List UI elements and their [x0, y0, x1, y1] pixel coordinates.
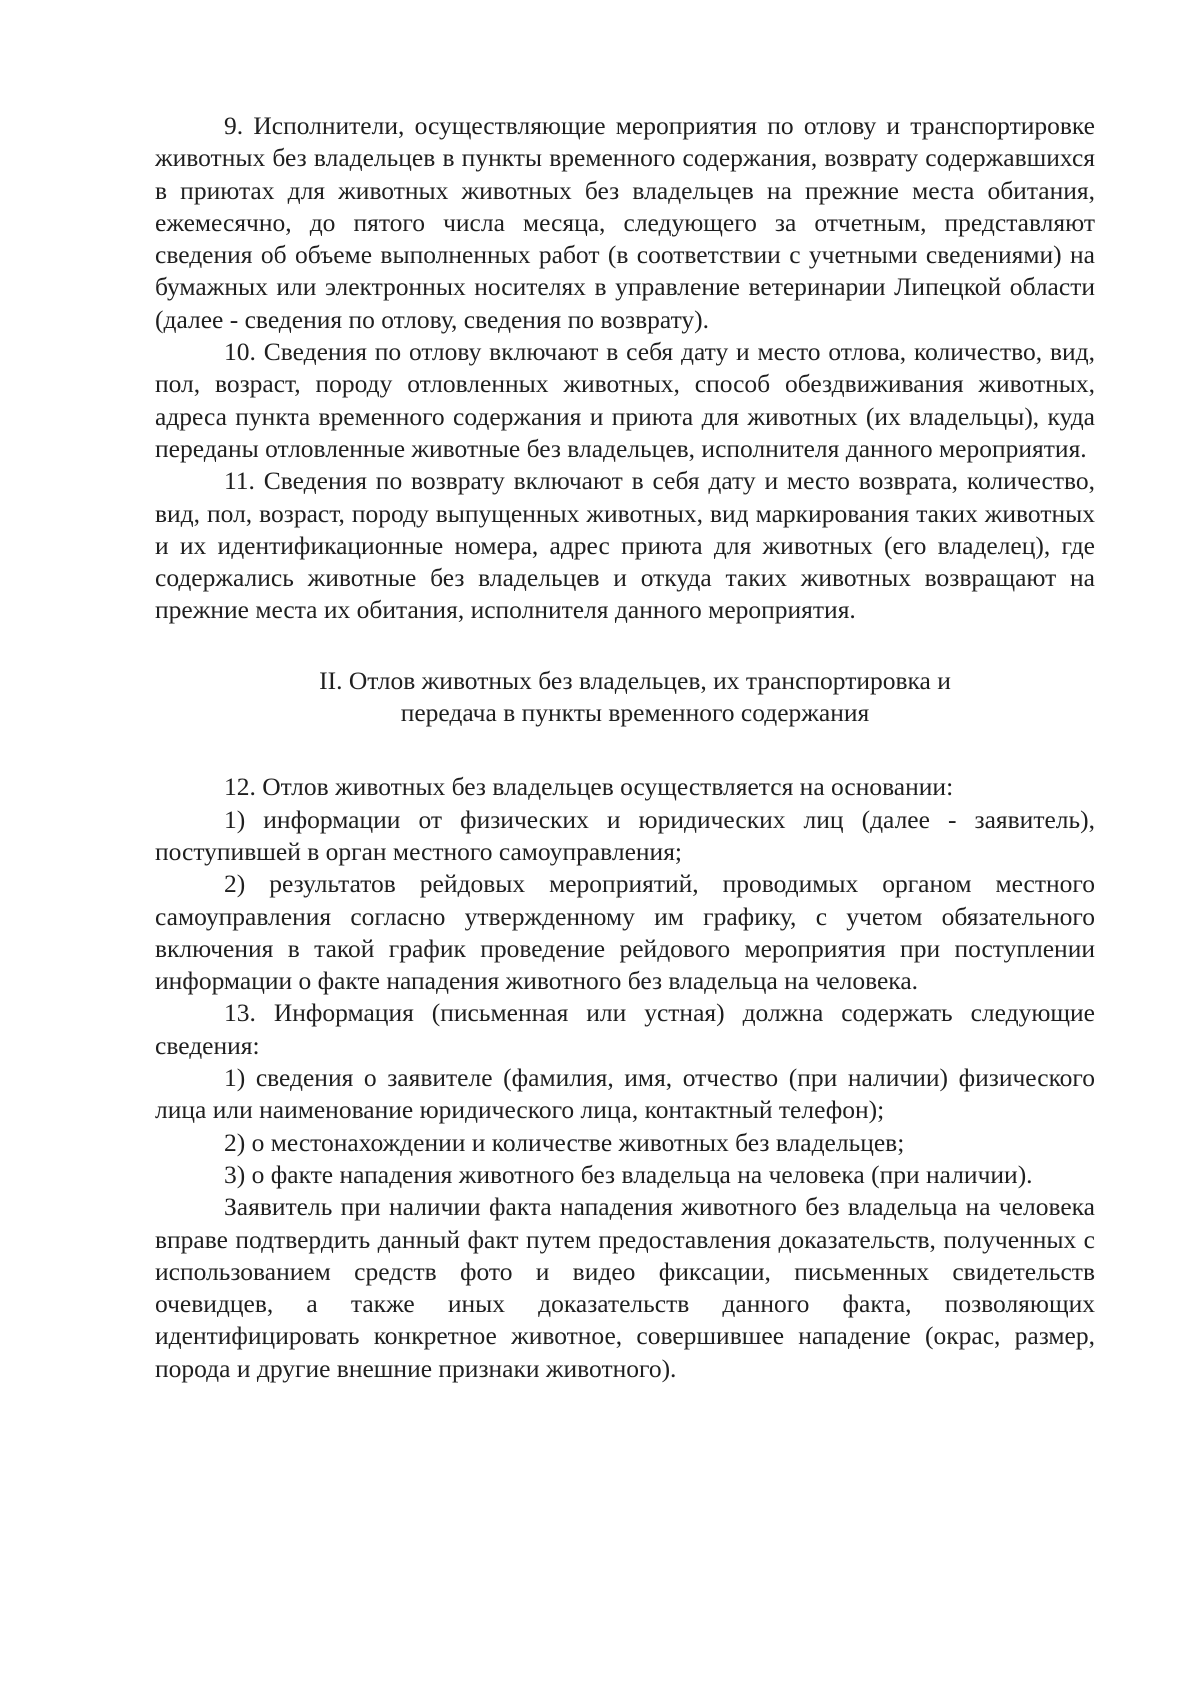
paragraph-13: 13. Информация (письменная или устная) должна содержать следующие сведения: — [155, 998, 1095, 1060]
section-heading — [155, 665, 1095, 730]
paragraph-12-item-2: 2) результатов рейдовых мероприятий, проводимых органом местного самоуправления согласно утвержденному им графику, с учетом обязательного включения в такой график проведение рейдового мероприятия при поступлении информации о факте нападения животного без владельца на человека. — [155, 869, 1095, 996]
section-heading-line-2: передача в пункты временного содержания — [400, 698, 870, 728]
paragraph-12: 12. Отлов животных без владельцев осуществляется на основании: — [224, 772, 954, 802]
paragraph-13-item-1: 1) сведения о заявителе (фамилия, имя, отчество (при наличии) физического лица или наименование юридического лица, контактный телефон); — [155, 1063, 1095, 1125]
paragraph-10: 10. Сведения по отлову включают в себя дату и место отлова, количество, вид, пол, возраст, породу отловленных животных, способ обездвиживания животных, адреса пункта временного содержания и приюта для животных (их владельцы), куда переданы отловленные животные без владельцев, исполнителя данного мероприятия. — [155, 337, 1095, 463]
paragraph-11: 11. Сведения по возврату включают в себя дату и место возврата, количество, вид, пол, возраст, породу выпущенных животных, вид маркирования таких животных и их идентификационные номера, адрес приюта для животных (его владелец), где содержались животные без владельцев и откуда таких животных возвращают на прежние места их обитания, исполнителя данного мероприятия. — [155, 466, 1095, 625]
document-body — [155, 110, 1095, 1385]
paragraph-9: 9. Исполнители, осуществляющие мероприятия по отлову и транспортировке животных без владельцев в пункты временного содержания, возврату содержавшихся в приютах для животных животных без владельцев на прежние места обитания, ежемесячно, до пятого числа месяца, следующего за отчетным, представляют сведения об объеме выполненных работ (в соответствии с учетными сведениями) на бумажных или электронных носителях в управление ветеринарии Липецкой области (далее - сведения по отлову, сведения по возврату). — [155, 111, 1095, 334]
paragraph-13-item-2: 2) о местонахождении и количестве животных без владельцев; — [224, 1127, 905, 1157]
section-heading-line-1: II. Отлов животных без владельцев, их транспортировка и — [319, 665, 951, 695]
paragraph-13-item-3: 3) о факте нападения животного без владельца на человека (при наличии). — [224, 1159, 1033, 1189]
paragraph-applicant-evidence: Заявитель при наличии факта нападения животного без владельца на человека вправе подтвердить данный факт путем предоставления доказательств, полученных с использованием средств фото и видео фиксации, письменных свидетельств очевидцев, а также иных доказательств данного факта, позволяющих идентифицировать конкретное животное, совершившее нападение (окрас, размер, порода и другие внешние признаки животного). — [155, 1192, 1095, 1383]
paragraph-12-item-1: 1) информации от физических и юридических лиц (далее - заявитель), поступившей в орган местного самоуправления; — [155, 804, 1095, 866]
